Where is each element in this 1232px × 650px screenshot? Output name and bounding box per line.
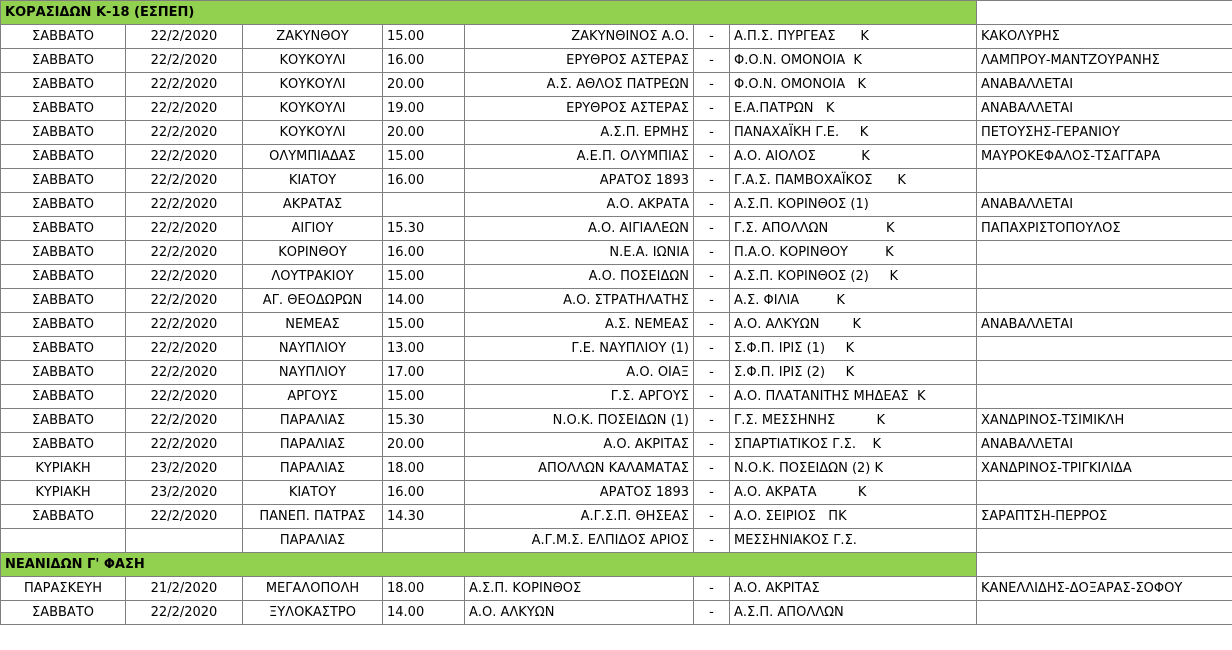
away-team-cell: Α.Π.Σ. ΠΥΡΓΕΑΣ Κ <box>730 25 977 49</box>
referees-cell <box>977 265 1232 289</box>
referees-cell <box>977 361 1232 385</box>
time-cell: 16.00 <box>383 241 465 265</box>
table-row <box>1 313 1232 337</box>
day-cell: ΣΑΒΒΑΤΟ <box>1 409 126 433</box>
day-cell: ΣΑΒΒΑΤΟ <box>1 433 126 457</box>
table-row <box>1 49 1232 73</box>
table-row <box>1 337 1232 361</box>
home-team-cell: ΖΑΚΥΝΘΙΝΟΣ Α.Ο. <box>465 25 694 49</box>
home-team-cell: Α.Ο. ΑΚΡΑΤΑ <box>465 193 694 217</box>
date-cell: 22/2/2020 <box>126 97 243 121</box>
venue-cell: ΚΙΑΤΟΥ <box>243 481 383 505</box>
away-team-cell: Φ.Ο.Ν. ΟΜΟΝΟΙΑ Κ <box>730 49 977 73</box>
date-cell: 22/2/2020 <box>126 313 243 337</box>
time-cell: 14.30 <box>383 505 465 529</box>
venue-cell: ΞΥΛΟΚΑΣΤΡΟ <box>243 601 383 625</box>
time-cell: 20.00 <box>383 433 465 457</box>
date-cell: 22/2/2020 <box>126 337 243 361</box>
referees-cell: ΑΝΑΒΑΛΛΕΤΑΙ <box>977 97 1232 121</box>
day-cell: ΣΑΒΒΑΤΟ <box>1 121 126 145</box>
date-cell: 22/2/2020 <box>126 505 243 529</box>
separator-cell: - <box>694 361 730 385</box>
table-row <box>1 433 1232 457</box>
section-title: ΝΕΑΝΙΔΩΝ Γ' ΦΑΣΗ <box>1 553 977 577</box>
table-row <box>1 529 1232 553</box>
separator-cell: - <box>694 505 730 529</box>
referees-cell <box>977 481 1232 505</box>
referees-cell: ΠΕΤΟΥΣΗΣ-ΓΕΡΑΝΙΟΥ <box>977 121 1232 145</box>
home-team-cell: Α.Σ.Π. ΕΡΜΗΣ <box>465 121 694 145</box>
away-team-cell: ΠΑΝΑΧΑΪΚΗ Γ.Ε. Κ <box>730 121 977 145</box>
date-cell: 22/2/2020 <box>126 289 243 313</box>
home-team-cell: Α.Σ. ΑΘΛΟΣ ΠΑΤΡΕΩΝ <box>465 73 694 97</box>
date-cell: 22/2/2020 <box>126 601 243 625</box>
date-cell: 22/2/2020 <box>126 193 243 217</box>
away-team-cell: Α.Ο. ΑΚΡΑΤΑ Κ <box>730 481 977 505</box>
separator-cell: - <box>694 73 730 97</box>
date-cell: 22/2/2020 <box>126 433 243 457</box>
fixtures-body <box>1 1 1232 625</box>
venue-cell: ΑΚΡΑΤΑΣ <box>243 193 383 217</box>
referees-cell <box>977 529 1232 553</box>
date-cell: 22/2/2020 <box>126 121 243 145</box>
venue-cell: ΑΡΓΟΥΣ <box>243 385 383 409</box>
venue-cell: ΚΟΡΙΝΘΟΥ <box>243 241 383 265</box>
away-team-cell: Σ.Φ.Π. ΙΡΙΣ (2) Κ <box>730 361 977 385</box>
date-cell: 22/2/2020 <box>126 145 243 169</box>
away-team-cell: Σ.Φ.Π. ΙΡΙΣ (1) Κ <box>730 337 977 361</box>
time-cell <box>383 529 465 553</box>
day-cell: ΚΥΡΙΑΚΗ <box>1 481 126 505</box>
referees-cell: ΧΑΝΔΡΙΝΟΣ-ΤΣΙΜΙΚΛΗ <box>977 409 1232 433</box>
day-cell: ΣΑΒΒΑΤΟ <box>1 73 126 97</box>
date-cell: 22/2/2020 <box>126 169 243 193</box>
time-cell: 15.00 <box>383 265 465 289</box>
home-team-cell: Α.Ο. ΑΛΚΥΩΝ <box>465 601 694 625</box>
date-cell <box>126 529 243 553</box>
home-team-cell: Α.Σ. ΝΕΜΕΑΣ <box>465 313 694 337</box>
date-cell: 22/2/2020 <box>126 241 243 265</box>
time-cell: 15.30 <box>383 217 465 241</box>
date-cell: 22/2/2020 <box>126 217 243 241</box>
venue-cell: ΟΛΥΜΠΙΑΔΑΣ <box>243 145 383 169</box>
home-team-cell: Α.Γ.Σ.Π. ΘΗΣΕΑΣ <box>465 505 694 529</box>
time-cell: 17.00 <box>383 361 465 385</box>
referees-cell <box>977 289 1232 313</box>
home-team-cell: Ν.Ε.Α. ΙΩΝΙΑ <box>465 241 694 265</box>
venue-cell: ΠΑΡΑΛΙΑΣ <box>243 409 383 433</box>
referees-cell: ΑΝΑΒΑΛΛΕΤΑΙ <box>977 193 1232 217</box>
separator-cell: - <box>694 193 730 217</box>
time-cell: 13.00 <box>383 337 465 361</box>
date-cell: 21/2/2020 <box>126 577 243 601</box>
home-team-cell: Α.Σ.Π. ΚΟΡΙΝΘΟΣ <box>465 577 694 601</box>
table-row <box>1 457 1232 481</box>
separator-cell: - <box>694 265 730 289</box>
day-cell: ΣΑΒΒΑΤΟ <box>1 385 126 409</box>
home-team-cell: Γ.Ε. ΝΑΥΠΛΙΟΥ (1) <box>465 337 694 361</box>
table-row <box>1 385 1232 409</box>
time-cell: 16.00 <box>383 169 465 193</box>
venue-cell: ΚΟΥΚΟΥΛΙ <box>243 73 383 97</box>
away-team-cell: Γ.Α.Σ. ΠΑΜΒΟΧΑΪΚΟΣ Κ <box>730 169 977 193</box>
home-team-cell: Α.Ο. ΠΟΣΕΙΔΩΝ <box>465 265 694 289</box>
away-team-cell: Φ.Ο.Ν. ΟΜΟΝΟΙΑ Κ <box>730 73 977 97</box>
day-cell: ΣΑΒΒΑΤΟ <box>1 505 126 529</box>
separator-cell: - <box>694 121 730 145</box>
separator-cell: - <box>694 601 730 625</box>
home-team-cell: Γ.Σ. ΑΡΓΟΥΣ <box>465 385 694 409</box>
time-cell: 15.30 <box>383 409 465 433</box>
table-row <box>1 97 1232 121</box>
venue-cell: ΜΕΓΑΛΟΠΟΛΗ <box>243 577 383 601</box>
table-row <box>1 217 1232 241</box>
day-cell: ΣΑΒΒΑΤΟ <box>1 601 126 625</box>
referees-cell: ΧΑΝΔΡΙΝΟΣ-ΤΡΙΓΚΙΛΙΔΑ <box>977 457 1232 481</box>
date-cell: 22/2/2020 <box>126 49 243 73</box>
date-cell: 22/2/2020 <box>126 409 243 433</box>
referees-cell <box>977 385 1232 409</box>
date-cell: 22/2/2020 <box>126 73 243 97</box>
separator-cell: - <box>694 385 730 409</box>
date-cell: 22/2/2020 <box>126 361 243 385</box>
separator-cell: - <box>694 337 730 361</box>
time-cell: 14.00 <box>383 289 465 313</box>
table-row <box>1 361 1232 385</box>
separator-cell: - <box>694 313 730 337</box>
away-team-cell: Α.Ο. ΠΛΑΤΑΝΙΤΗΣ ΜΗΔΕΑΣ Κ <box>730 385 977 409</box>
separator-cell: - <box>694 529 730 553</box>
separator-cell: - <box>694 457 730 481</box>
venue-cell: ΠΑΡΑΛΙΑΣ <box>243 457 383 481</box>
section-header <box>1 553 1232 577</box>
day-cell: ΣΑΒΒΑΤΟ <box>1 337 126 361</box>
day-cell: ΣΑΒΒΑΤΟ <box>1 361 126 385</box>
date-cell: 22/2/2020 <box>126 25 243 49</box>
referees-cell: ΑΝΑΒΑΛΛΕΤΑΙ <box>977 433 1232 457</box>
referees-cell <box>977 241 1232 265</box>
separator-cell: - <box>694 145 730 169</box>
away-team-cell: Α.Σ.Π. ΑΠΟΛΛΩΝ <box>730 601 977 625</box>
time-cell: 15.00 <box>383 25 465 49</box>
table-row <box>1 577 1232 601</box>
time-cell: 20.00 <box>383 121 465 145</box>
away-team-cell: Γ.Σ. ΑΠΟΛΛΩΝ Κ <box>730 217 977 241</box>
table-row <box>1 505 1232 529</box>
table-row <box>1 169 1232 193</box>
separator-cell: - <box>694 409 730 433</box>
separator-cell: - <box>694 433 730 457</box>
separator-cell: - <box>694 217 730 241</box>
date-cell: 23/2/2020 <box>126 457 243 481</box>
home-team-cell: ΑΡΑΤΟΣ 1893 <box>465 169 694 193</box>
table-row <box>1 409 1232 433</box>
away-team-cell: ΜΕΣΣΗΝΙΑΚΟΣ Γ.Σ. <box>730 529 977 553</box>
day-cell: ΣΑΒΒΑΤΟ <box>1 193 126 217</box>
home-team-cell: ΑΠΟΛΛΩΝ ΚΑΛΑΜΑΤΑΣ <box>465 457 694 481</box>
time-cell: 20.00 <box>383 73 465 97</box>
away-team-cell: Α.Σ.Π. ΚΟΡΙΝΘΟΣ (2) Κ <box>730 265 977 289</box>
away-team-cell: Ε.Α.ΠΑΤΡΩΝ Κ <box>730 97 977 121</box>
referees-cell: ΛΑΜΠΡΟΥ-ΜΑΝΤΖΟΥΡΑΝΗΣ <box>977 49 1232 73</box>
table-row <box>1 289 1232 313</box>
section-title: ΚΟΡΑΣΙΔΩΝ Κ-18 (ΕΣΠΕΠ) <box>1 1 977 25</box>
away-team-cell: Ν.Ο.Κ. ΠΟΣΕΙΔΩΝ (2) Κ <box>730 457 977 481</box>
time-cell: 16.00 <box>383 481 465 505</box>
day-cell: ΣΑΒΒΑΤΟ <box>1 217 126 241</box>
home-team-cell: ΑΡΑΤΟΣ 1893 <box>465 481 694 505</box>
day-cell: ΚΥΡΙΑΚΗ <box>1 457 126 481</box>
venue-cell: ΠΑΝΕΠ. ΠΑΤΡΑΣ <box>243 505 383 529</box>
time-cell: 15.00 <box>383 145 465 169</box>
venue-cell: ΚΙΑΤΟΥ <box>243 169 383 193</box>
away-team-cell: Α.Ο. ΑΛΚΥΩΝ Κ <box>730 313 977 337</box>
separator-cell: - <box>694 49 730 73</box>
separator-cell: - <box>694 169 730 193</box>
venue-cell: ΚΟΥΚΟΥΛΙ <box>243 49 383 73</box>
table-row <box>1 73 1232 97</box>
time-cell: 18.00 <box>383 577 465 601</box>
date-cell: 23/2/2020 <box>126 481 243 505</box>
section-header-blank <box>977 553 1232 577</box>
referees-cell: ΑΝΑΒΑΛΛΕΤΑΙ <box>977 313 1232 337</box>
away-team-cell: Γ.Σ. ΜΕΣΣΗΝΗΣ Κ <box>730 409 977 433</box>
venue-cell: ΚΟΥΚΟΥΛΙ <box>243 121 383 145</box>
time-cell: 19.00 <box>383 97 465 121</box>
home-team-cell: Ν.Ο.Κ. ΠΟΣΕΙΔΩΝ (1) <box>465 409 694 433</box>
away-team-cell: Α.Σ.Π. ΚΟΡΙΝΘΟΣ (1) <box>730 193 977 217</box>
referees-cell: ΚΑΝΕΛΛΙΔΗΣ-ΔΟΞΑΡΑΣ-ΣΟΦΟΥ <box>977 577 1232 601</box>
date-cell: 22/2/2020 <box>126 265 243 289</box>
table-row <box>1 121 1232 145</box>
separator-cell: - <box>694 25 730 49</box>
home-team-cell: Α.Ο. ΣΤΡΑΤΗΛΑΤΗΣ <box>465 289 694 313</box>
day-cell: ΣΑΒΒΑΤΟ <box>1 241 126 265</box>
venue-cell: ΝΑΥΠΛΙΟΥ <box>243 361 383 385</box>
table-row <box>1 25 1232 49</box>
separator-cell: - <box>694 289 730 313</box>
home-team-cell: ΕΡΥΘΡΟΣ ΑΣΤΕΡΑΣ <box>465 49 694 73</box>
venue-cell: ΖΑΚΥΝΘΟΥ <box>243 25 383 49</box>
home-team-cell: Α.Γ.Μ.Σ. ΕΛΠΙΔΟΣ ΑΡΙΟΣ <box>465 529 694 553</box>
time-cell: 15.00 <box>383 385 465 409</box>
table-row <box>1 241 1232 265</box>
time-cell <box>383 193 465 217</box>
venue-cell: ΚΟΥΚΟΥΛΙ <box>243 97 383 121</box>
time-cell: 16.00 <box>383 49 465 73</box>
separator-cell: - <box>694 97 730 121</box>
referees-cell <box>977 601 1232 625</box>
away-team-cell: Α.Σ. ΦΙΛΙΑ Κ <box>730 289 977 313</box>
venue-cell: ΛΟΥΤΡΑΚΙΟΥ <box>243 265 383 289</box>
away-team-cell: ΣΠΑΡΤΙΑΤΙΚΟΣ Γ.Σ. Κ <box>730 433 977 457</box>
day-cell: ΣΑΒΒΑΤΟ <box>1 97 126 121</box>
day-cell: ΣΑΒΒΑΤΟ <box>1 169 126 193</box>
day-cell <box>1 529 126 553</box>
separator-cell: - <box>694 481 730 505</box>
separator-cell: - <box>694 241 730 265</box>
referees-cell: ΠΑΠΑΧΡΙΣΤΟΠΟΥΛΟΣ <box>977 217 1232 241</box>
day-cell: ΣΑΒΒΑΤΟ <box>1 313 126 337</box>
venue-cell: ΝΑΥΠΛΙΟΥ <box>243 337 383 361</box>
referees-cell: ΑΝΑΒΑΛΛΕΤΑΙ <box>977 73 1232 97</box>
date-cell: 22/2/2020 <box>126 385 243 409</box>
away-team-cell: Α.Ο. ΣΕΙΡΙΟΣ ΠΚ <box>730 505 977 529</box>
home-team-cell: Α.Ε.Π. ΟΛΥΜΠΙΑΣ <box>465 145 694 169</box>
time-cell: 14.00 <box>383 601 465 625</box>
section-header <box>1 1 1232 25</box>
table-row <box>1 601 1232 625</box>
venue-cell: ΠΑΡΑΛΙΑΣ <box>243 529 383 553</box>
venue-cell: ΑΙΓΙΟΥ <box>243 217 383 241</box>
referees-cell: ΚΑΚΟΛΥΡΗΣ <box>977 25 1232 49</box>
table-row <box>1 481 1232 505</box>
table-row <box>1 145 1232 169</box>
home-team-cell: ΕΡΥΘΡΟΣ ΑΣΤΕΡΑΣ <box>465 97 694 121</box>
home-team-cell: Α.Ο. ΟΙΑΞ <box>465 361 694 385</box>
table-row <box>1 193 1232 217</box>
day-cell: ΠΑΡΑΣΚΕΥΗ <box>1 577 126 601</box>
referees-cell <box>977 337 1232 361</box>
venue-cell: ΠΑΡΑΛΙΑΣ <box>243 433 383 457</box>
away-team-cell: Π.Α.Ο. ΚΟΡΙΝΘΟΥ Κ <box>730 241 977 265</box>
time-cell: 15.00 <box>383 313 465 337</box>
referees-cell: ΣΑΡΑΠΤΣΗ-ΠΕΡΡΟΣ <box>977 505 1232 529</box>
day-cell: ΣΑΒΒΑΤΟ <box>1 265 126 289</box>
time-cell: 18.00 <box>383 457 465 481</box>
day-cell: ΣΑΒΒΑΤΟ <box>1 289 126 313</box>
home-team-cell: Α.Ο. ΑΙΓΙΑΛΕΩΝ <box>465 217 694 241</box>
venue-cell: ΑΓ. ΘΕΟΔΩΡΩΝ <box>243 289 383 313</box>
venue-cell: ΝΕΜΕΑΣ <box>243 313 383 337</box>
day-cell: ΣΑΒΒΑΤΟ <box>1 25 126 49</box>
separator-cell: - <box>694 577 730 601</box>
section-header-blank <box>977 1 1232 25</box>
home-team-cell: Α.Ο. ΑΚΡΙΤΑΣ <box>465 433 694 457</box>
day-cell: ΣΑΒΒΑΤΟ <box>1 49 126 73</box>
referees-cell: ΜΑΥΡΟΚΕΦΑΛΟΣ-ΤΣΑΓΓΑΡΑ <box>977 145 1232 169</box>
table-row <box>1 265 1232 289</box>
referees-cell <box>977 169 1232 193</box>
away-team-cell: Α.Ο. ΑΚΡΙΤΑΣ <box>730 577 977 601</box>
day-cell: ΣΑΒΒΑΤΟ <box>1 145 126 169</box>
away-team-cell: Α.Ο. ΑΙΟΛΟΣ Κ <box>730 145 977 169</box>
